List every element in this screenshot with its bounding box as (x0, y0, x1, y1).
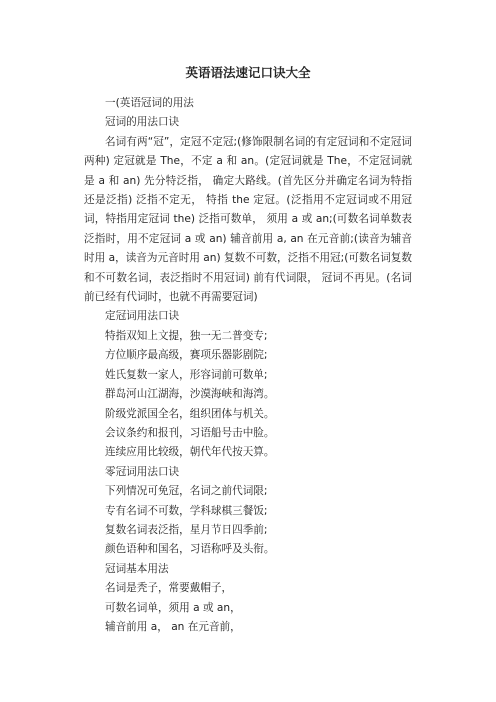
rhyme-line: 阶级党派国全名，组织团体与机关。 (105, 407, 275, 420)
document-body (84, 94, 412, 637)
subsection-heading: 定冠词用法口诀 (105, 310, 180, 323)
rhyme-line: 连续应用比较级，朝代年代按天算。 (105, 446, 275, 459)
rhyme-line: 下列情况可免冠，名词之前代词限; (105, 485, 268, 498)
rhyme-line: 群岛河山江湖海，沙漠海峡和海湾。 (105, 388, 275, 401)
document-title: 英语语法速记口诀大全 (185, 65, 311, 80)
rhyme-line: 姓氏复数一家人，形容词前可数单; (105, 368, 268, 381)
subsection-heading: 冠词的用法口诀 (105, 116, 180, 129)
rhyme-line: 名词是秃子，常要戴帽子， (105, 582, 233, 595)
rhyme-line: 辅音前用 a， an 在元音前， (105, 620, 241, 633)
rhyme-line: 专有名词不可数，学科球棋三餐饭; (105, 504, 268, 517)
rhyme-line: 可数名词单，须用 a 或 an， (105, 601, 241, 614)
subsection-heading: 冠词基本用法 (105, 562, 169, 575)
rhyme-line: 特指双知上文提，独一无二普变专; (105, 329, 268, 342)
rhyme-line: 方位顺序最高级，赛项乐器影剧院; (105, 349, 268, 362)
rhyme-line: 复数名词表泛指，星月节日四季前; (105, 523, 268, 536)
subsection-heading: 零冠词用法口诀 (105, 465, 180, 478)
section-heading: 一(英语冠词的用法 (105, 97, 194, 109)
rhyme-line: 颜色语种和国名，习语称呼及头衔。 (105, 543, 275, 556)
rhyme-line: 会议条约和报刊，习语船号击中脸。 (105, 426, 275, 439)
paragraph: 名词有两“冠”，定冠不定冠;(修饰限制名词的有定冠词和不定冠词两种) 定冠就是 The，不定 a 和 an。(定冠词就是 The，不定冠词就是 a 和 an) 先分特泛指， 确定大路线。(首先区分并确定名词为特指还是泛指) 泛指不定无， 特指 the 定冠。(泛指用不定冠词或不用冠词，特指用定冠词 the) 泛指可数单， 须用 a 或 an;(可数名词单数表泛指时，用不定冠词 a 或 an) 辅音前用 a, an 在元音前;(读音为辅音时用 a，读音为元音时用 an) 复数不可数，泛指不用冠;(可数名词复数和不可数名词，表泛指时不用冠词) 前有代词限， 冠词不再见。(名词前已经有代词时，也就不再需要冠词) (84, 135, 412, 304)
